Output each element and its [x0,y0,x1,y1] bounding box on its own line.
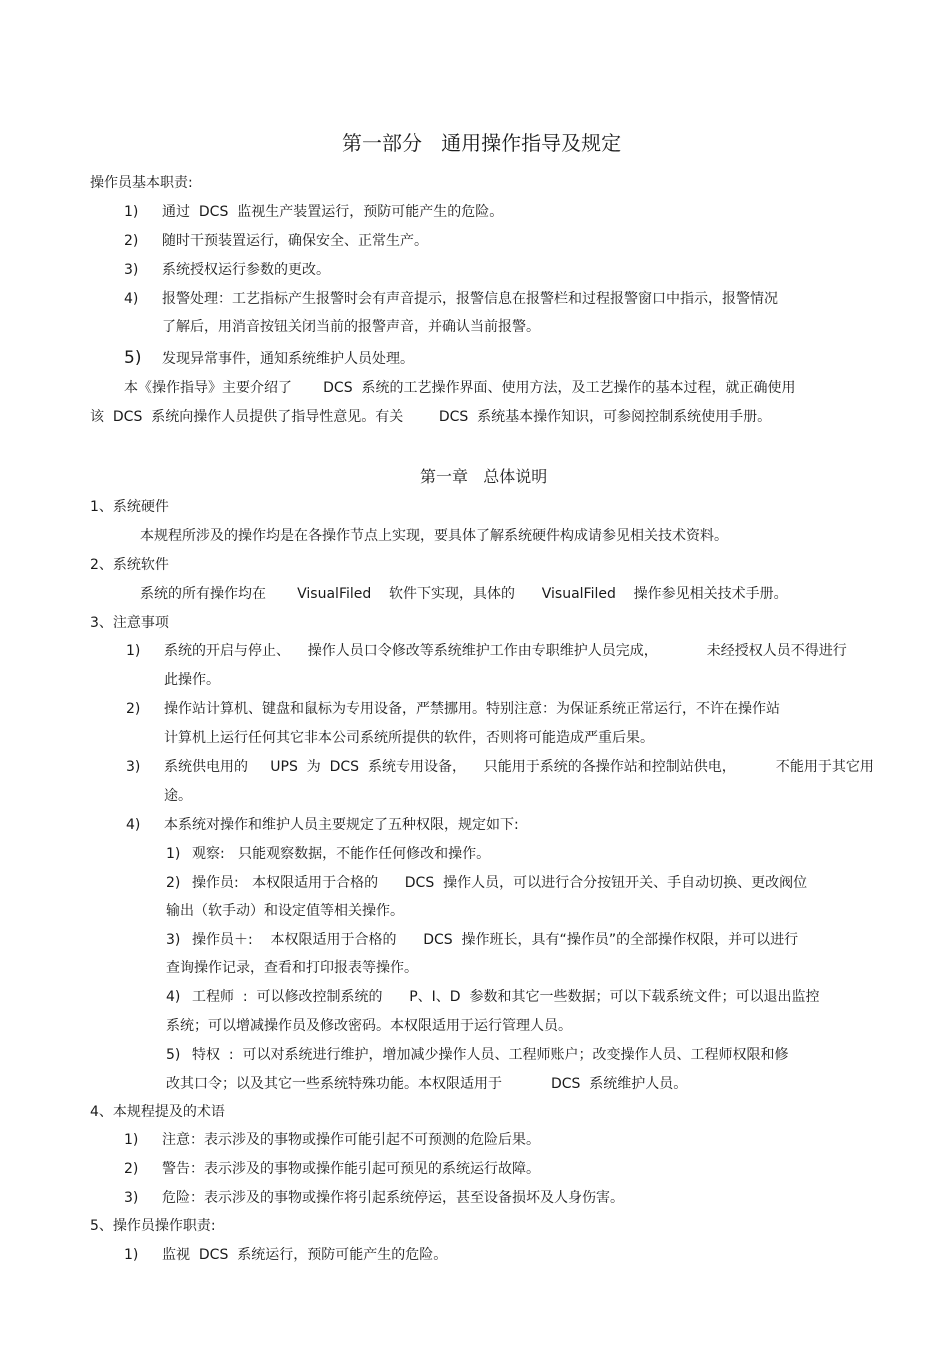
list-number: 4) [166,989,181,1005]
permission-item-continuation [166,1017,572,1035]
intro-paragraph-line: 该 DCS 系统向操作人员提供了指导性意见。有关 DCS 系统基本操作知识，可参阅控制系统使用手册。 [90,409,772,425]
section-text: 系统的所有操作均在 VisualFiled 软件下实现，具体的 VisualFiled 操作参见相关技术手册。 [140,586,788,602]
list-text: 操作站计算机、键盘和鼠标为专用设备，严禁挪用。特别注意：为保证系统正常运行，不许在操作站 [164,701,780,717]
list-text: 特权 : 可以对系统进行维护，增加减少操作人员、工程师账户；改变操作人员、工程师权限和修 [192,1047,789,1063]
list-item [124,1246,447,1264]
list-item [124,349,414,368]
list-item [126,758,874,776]
permission-item-continuation [166,959,418,977]
list-number: 2) [124,233,139,249]
list-number: 1) [124,1132,139,1148]
permission-item-continuation [166,902,404,920]
list-number: 4) [126,817,141,833]
list-text: 观察: 只能观察数据，不能作任何修改和操作。 [192,846,491,862]
list-number: 1) [124,204,139,220]
list-item [124,1189,624,1207]
list-text: 注意：表示涉及的事物或操作可能引起不可预测的危险后果。 [162,1132,540,1148]
list-text: 监视 DCS 系统运行，预防可能产生的危险。 [162,1247,448,1263]
list-text: 查询操作记录，查看和打印报表等操作。 [166,960,418,976]
list-number: 3) [124,1190,139,1206]
section-heading: 4、本规程提及的术语 [90,1104,225,1120]
list-item [126,642,847,660]
list-text: 此操作。 [164,672,220,688]
list-text: 系统的开启与停止、 操作人员口令修改等系统维护工作由专职维护人员完成， 未经授权人员不得进行 [164,643,847,659]
list-number: 4) [124,291,139,307]
list-text: 输出（软手动）和设定值等相关操作。 [166,903,404,919]
list-text: 报警处理：工艺指标产生报警时会有声音提示，报警信息在报警栏和过程报警窗口中指示，报警情况 [162,291,778,307]
section-heading: 3、注意事项 [90,615,169,631]
permission-item [166,845,490,863]
list-text: 随时干预装置运行，确保安全、正常生产。 [162,233,428,249]
permission-item [166,1046,789,1064]
permission-item [166,931,798,949]
list-number: 3) [126,759,141,775]
list-item [124,203,503,221]
list-number: 3) [166,932,181,948]
permission-item [166,988,819,1006]
list-text: 系统；可以增减操作员及修改密码。本权限适用于运行管理人员。 [166,1018,572,1034]
section-heading: 5、操作员操作职责: [90,1218,216,1234]
list-text: 操作员: 本权限适用于合格的 DCS 操作人员，可以进行合分按钮开关、手自动切换、更改阀位 [192,875,808,891]
list-text: 通过 DCS 监视生产装置运行，预防可能产生的危险。 [162,204,504,220]
list-number: 3) [124,262,139,278]
list-text: 系统授权运行参数的更改。 [162,262,330,278]
list-text: 发现异常事件，通知系统维护人员处理。 [162,351,414,367]
list-text: 改其口令；以及其它一些系统特殊功能。本权限适用于 DCS 系统维护人员。 [166,1076,688,1092]
list-text: 了解后，用消音按钮关闭当前的报警声音，并确认当前报警。 [162,319,540,335]
intro-paragraph-line: 本《操作指导》主要介绍了 DCS 系统的工艺操作界面、使用方法，及工艺操作的基本过程，就正确使用 [124,380,796,396]
list-text: 系统供电用的 UPS 为 DCS 系统专用设备， 只能用于系统的各操作站和控制站供电， 不能用于其它用 [164,759,874,775]
section-heading: 2、系统软件 [90,557,169,573]
list-text: 本系统对操作和维护人员主要规定了五种权限，规定如下: [164,817,519,833]
list-number: 2) [126,701,141,717]
list-number: 2) [124,1161,139,1177]
list-number: 2) [166,875,181,891]
section-text: 本规程所涉及的操作均是在各操作节点上实现，要具体了解系统硬件构成请参见相关技术资料。 [140,528,728,544]
list-number: 1) [126,643,141,659]
section-heading: 1、系统硬件 [90,499,169,515]
list-number: 1) [124,1247,139,1263]
list-item [124,232,428,250]
list-text: 计算机上运行任何其它非本公司系统所提供的软件，否则将可能造成严重后果。 [164,730,654,746]
chapter-title: 第一章 总体说明 [420,467,548,486]
list-item [124,261,330,279]
list-item [124,1131,540,1149]
permission-item-continuation [166,1075,687,1093]
list-text: 工程师 : 可以修改控制系统的 P、I、D 参数和其它一些数据；可以下载系统文件；可以退出监控 [192,989,820,1005]
list-item-continuation [126,787,192,805]
list-item [126,700,780,718]
list-item-continuation [124,318,540,336]
list-number: 1) [166,846,181,862]
list-text: 途。 [164,788,192,804]
list-number: 5) [166,1047,181,1063]
list-item [126,816,519,834]
permission-item [166,874,807,892]
list-item [124,1160,540,1178]
duties-heading: 操作员基本职责: [90,175,193,191]
list-number: 5) [124,348,142,368]
list-text: 操作员＋: 本权限适用于合格的 DCS 操作班长，具有“操作员”的全部操作权限，并可以进行 [192,932,799,948]
list-item [124,290,778,308]
list-text: 危险：表示涉及的事物或操作将引起系统停运，甚至设备损坏及人身伤害。 [162,1190,624,1206]
list-item-continuation [126,729,654,747]
list-item-continuation [126,671,220,689]
part-title: 第一部分 通用操作指导及规定 [342,131,622,155]
list-text: 警告：表示涉及的事物或操作能引起可预见的系统运行故障。 [162,1161,540,1177]
